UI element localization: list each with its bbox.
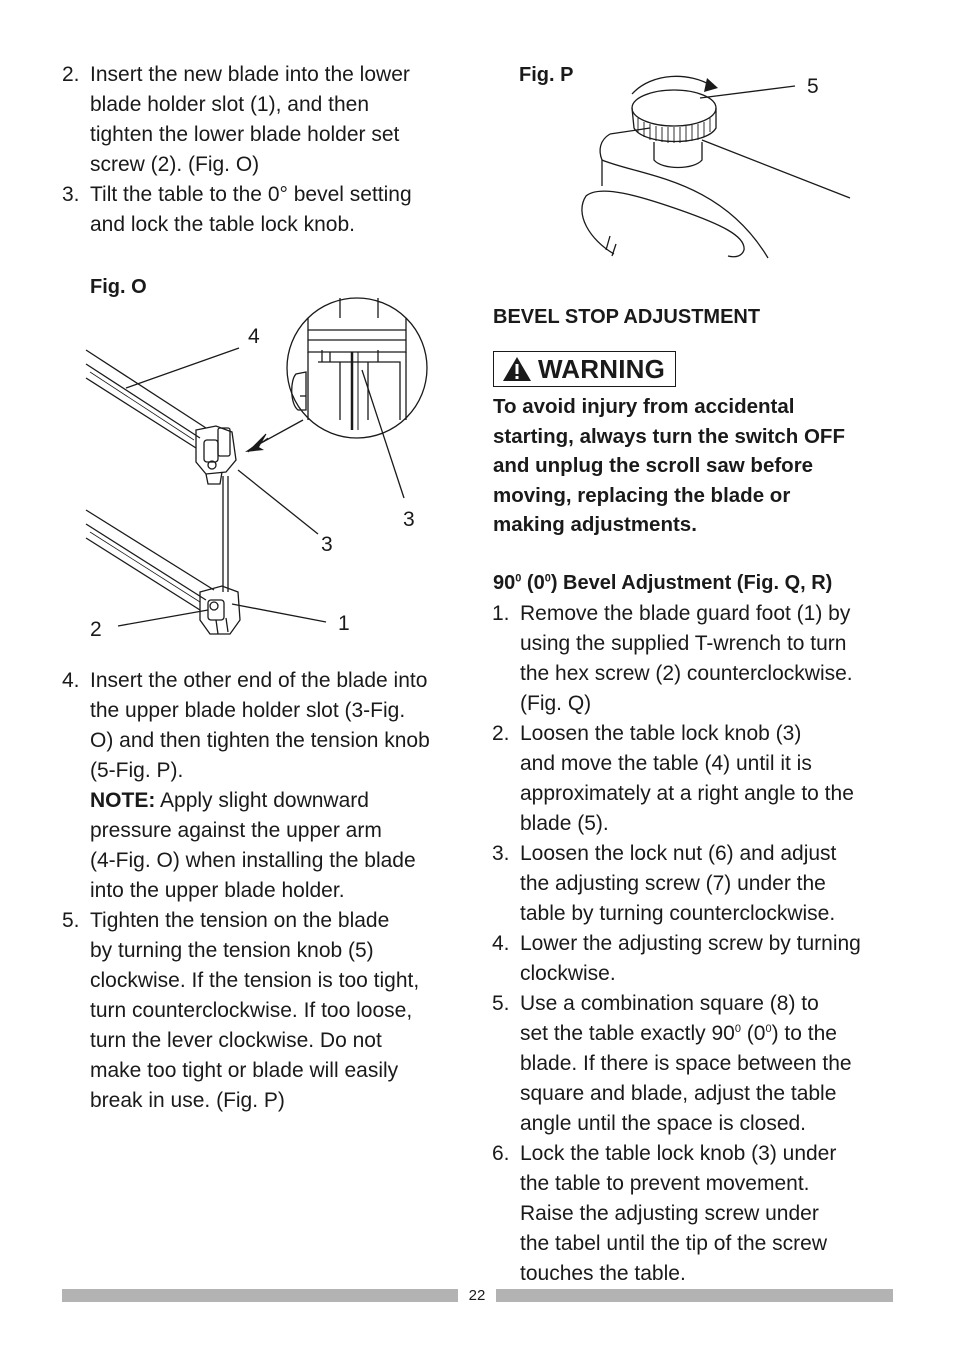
warning-triangle-icon (502, 356, 532, 382)
fig-o-label: Fig. O (90, 276, 147, 298)
footer-bar-left (62, 1289, 458, 1302)
fig-o-callout-2: 2 (90, 618, 102, 641)
step-right-5: 5. Use a combination square (8) to set the table exactly $90^0$ $(0^0)$ to the blade. If there is space between the square and blade, adjust the table angle until the space is closed. (492, 992, 852, 1135)
page-number: 22 (468, 1287, 486, 1304)
fig-o-callout-3-zoom: 3 (403, 508, 415, 531)
step-right-1: 1. Remove the blade guard foot (1) by using the supplied T-wrench to turn the hex screw (2) counterclockwise. (Fig. Q) (492, 602, 853, 715)
warning-text: To avoid injury from accidental starting, always turn the switch OFF and unplug the scroll saw before moving, replacing the blade or making adjustments. (493, 395, 845, 536)
subsection-title-90-bevel: $90^0$ $(0^0)$ Bevel Adjustment (Fig. Q, R) (493, 572, 833, 594)
note-label: NOTE: (90, 789, 156, 812)
section-title-bevel-stop: BEVEL STOP ADJUSTMENT (493, 306, 761, 328)
fig-o-callout-1: 1 (338, 612, 350, 635)
fig-p-label: Fig. P (519, 64, 574, 86)
step-right-6: 6. Lock the table lock knob (3) under the table to prevent movement. Raise the adjusting screw under the tabel until the tip of the screw touches the table. (492, 1142, 837, 1285)
step-left-2: 2. Insert the new blade into the lower blade holder slot (1), and then tighten the lower blade holder set screw (2). (Fig. O) (62, 63, 410, 176)
fig-o-callout-4: 4 (248, 325, 260, 348)
footer-bar-right (496, 1289, 893, 1302)
step-right-4: 4. Lower the adjusting screw by turning clockwise. (492, 932, 861, 985)
fig-o-callout-3: 3 (321, 533, 333, 556)
step-right-3: 3. Loosen the lock nut (6) and adjust the adjusting screw (7) under the table by turning counterclockwise. (492, 842, 837, 925)
step-left-3: 3. Tilt the table to the 0° bevel setting and lock the table lock knob. (62, 183, 412, 236)
warning-box (493, 351, 676, 387)
right-column-steps (492, 599, 902, 1289)
step-left-5: 5. Tighten the tension on the blade by turning the tension knob (5) clockwise. If the tension is too tight, turn counterclockwise. If too loose, turn the lever clockwise. Do not make too tight or blade will easily break in use. (Fig. P) (62, 909, 420, 1112)
warning-label: WARNING (538, 353, 666, 384)
fig-p-callout-5: 5 (807, 75, 819, 98)
step-left-4: 4. Insert the other end of the blade into the upper blade holder slot (3-Fig. O) and then tighten the tension knob (5-Fig. P). (62, 669, 430, 782)
step-right-2: 2. Loosen the table lock knob (3) and move the table (4) until it is approximately at a right angle to the blade (5). (492, 722, 854, 835)
note-paragraph: NOTE: Apply slight downward pressure against the upper arm (4-Fig. O) when installing the blade into the upper blade holder. (90, 789, 416, 902)
